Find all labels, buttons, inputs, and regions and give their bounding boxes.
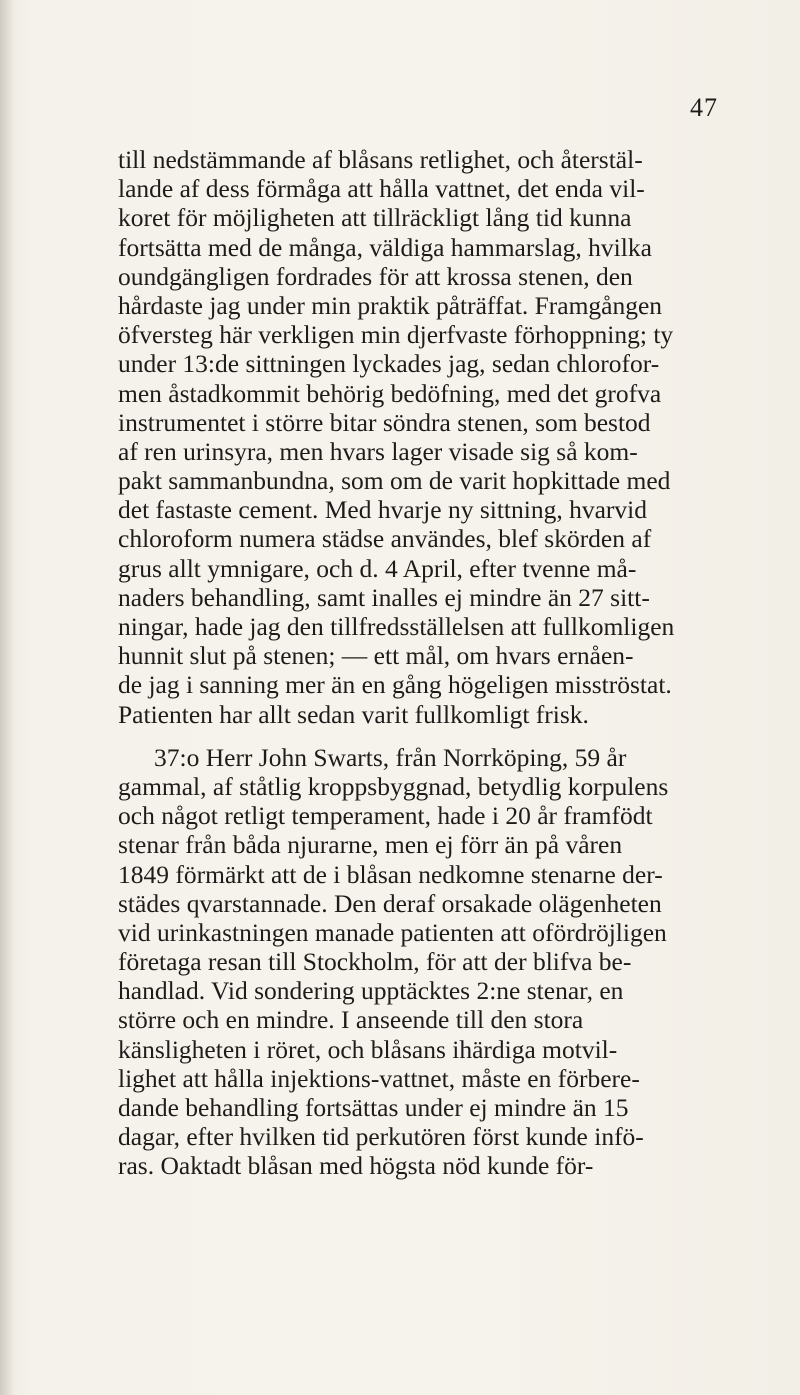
text-line: de jag i sanning mer än en gång högeligen misströstat. (118, 670, 672, 700)
text-line: 37:o Herr John Swarts, från Norrköping, 59 år (154, 742, 627, 772)
text-line: dande behandling fortsättas under ej mindre än 15 (118, 1093, 629, 1122)
text-line: hunnit slut på stenen; — ett mål, om hvars ernåen- (118, 641, 634, 671)
text-line: instrumentet i större bitar söndra stenen, som bestod (118, 407, 651, 437)
text-line: vid urinkastningen manade patienten att ofördröjligen (118, 917, 667, 947)
text-line: pakt sammanbundna, som om de varit hopkittade med (118, 466, 671, 496)
text-line: företaga resan till Stockholm, för att der blifva be- (118, 947, 632, 977)
text-line: dagar, efter hvilken tid perkutören först kunde infö- (118, 1122, 644, 1152)
paragraph-2 (118, 743, 718, 1181)
text-line: lande af dess förmåga att hålla vattnet, det enda vil- (118, 174, 645, 204)
paragraph-gap (118, 729, 718, 743)
text-line: grus allt ymnigare, och d. 4 April, efter tvenne må- (118, 553, 637, 583)
text-line: chloroform numera städse användes, blef skörden af (118, 524, 652, 554)
text-line: af ren urinsyra, men hvars lager visade sig så kom- (118, 436, 638, 466)
text-line: naders behandling, samt inalles ej mindre än 27 sitt- (118, 582, 650, 612)
text-line: öfversteg här verkligen min djerfvaste förhoppning; ty (118, 320, 674, 350)
text-line: 1849 förmärkt att de i blåsan nedkomne stenarne der- (118, 859, 663, 889)
text-line: under 13:de sittningen lyckades jag, sedan chlorofor- (118, 349, 660, 379)
text-line: gammal, af ståtlig kroppsbyggnad, betydlig korpulens (118, 771, 669, 801)
text-line: Patienten har allt sedan varit fullkomligt frisk. (118, 699, 589, 729)
text-line: oundgängligen fordrades för att krossa stenen, den (118, 261, 633, 291)
text-line: lighet att hålla injektions-vattnet, måste en förbere- (118, 1063, 640, 1093)
text-line: det fastaste cement. Med hvarje ny sittning, hvarvid (118, 495, 647, 525)
page-edge-shadow (0, 0, 14, 1395)
text-line: hårdaste jag under min praktik påträffat. Framgången (118, 290, 663, 320)
text-line: känsligheten i röret, och blåsans ihärdiga motvil- (118, 1034, 618, 1064)
text-line: fortsätta med de många, väldiga hammarslag, hvilka (118, 232, 652, 262)
paragraph-1 (118, 145, 718, 729)
text-line: ras. Oaktadt blåsan med högsta nöd kunde för- (118, 1151, 594, 1181)
text-line: större och en mindre. I anseende till den stora (118, 1005, 584, 1035)
body-text (118, 145, 718, 1181)
text-line: handlad. Vid sondering upptäcktes 2:ne stenar, en (118, 976, 624, 1006)
text-line: stenar från båda njurarne, men ej förr än på våren (118, 830, 623, 860)
text-line: och något retligt temperament, hade i 20 år framfödt (118, 801, 653, 831)
text-line: men åstadkommit behörig bedöfning, med det grofva (118, 378, 662, 408)
text-line: ningar, hade jag den tillfredsställelsen att fullkomligen (118, 612, 675, 641)
page-number: 47 (690, 93, 718, 122)
text-line: städes qvarstannade. Den deraf orsakade olägenheten (118, 888, 662, 918)
text-line: till nedstämmande af blåsans retlighet, och återstäl- (118, 145, 643, 174)
text-line: koret för möjligheten att tillräckligt lång tid kunna (118, 203, 632, 233)
